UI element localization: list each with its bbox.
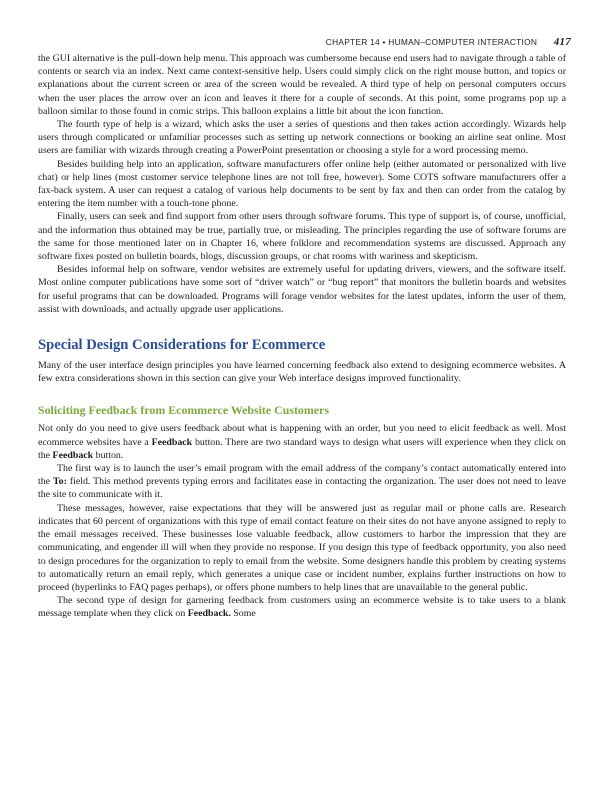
text-run: Not only do you need to give users feedback about what is happening with an order, but you need to elicit feedback as well. Most ecommerce websites have a — [38, 423, 566, 448]
page-number: 417 — [553, 36, 571, 48]
text-run: Some — [230, 608, 256, 620]
text-run: button. — [93, 449, 124, 461]
chapter-title: CHAPTER 14 • HUMAN–COMPUTER INTERACTION — [325, 37, 538, 47]
running-head — [38, 36, 571, 48]
text-run: button. There are two standard ways to design what users will experience when they click on the — [38, 436, 566, 461]
paragraph-software-forums: Finally, users can seek and find support from other users through software forums. This type of support is, of course, unofficial, and the information thus obtained may be true, partially true, or misleading. The principles regarding the use of software forums are the same for those mentioned later on in Chapter 16, where folklore and recommendation systems are discussed. Approach any software fixes posted on bulletin boards, blogs, discussion groups, or chat rooms with wariness and skepticism. — [38, 211, 566, 263]
paragraph-vendor-websites: Besides informal help on software, vendor websites are extremely useful for updating drivers, viewers, and the software itself. Most online computer publications have some sort of “driver watch” or “bug report” that monitors the bulletin boards and websites for useful programs that can be downloaded. Programs will forage vendor websites for the latest updates, inform the user of them, assist with downloads, and actually upgrade user applications. — [38, 264, 566, 315]
text-run: field. This method prevents typing errors and facilitates ease in contacting the organization. The user does not need to leave the site to communicate with it. — [38, 476, 566, 501]
paragraph-online-help: Besides building help into an application, software manufacturers offer online help (either automated or personalized with live chat) or help lines (most customer service telephone lines are not toll free, however). Some COTS software manufacturers offer a fax-back system. A user can request a catalog of various help documents to be sent by fax and then can order from the catalog by entering the item number with a touch-tone phone. — [38, 158, 566, 210]
paragraph-message-template — [38, 594, 566, 620]
section-heading: Special Design Considerations for Ecommerce — [38, 337, 326, 354]
paragraph-help-menu: the GUI alternative is the pull-down help menu. This approach was cumbersome because end users had to navigate through a table of contents or search via an index. Next came context-sensitive help. Users could simply click on the right mouse button, and topics or explanations about the current screen or area of the screen would be revealed. A third type of help on personal computers occurs when the user places the arrow over an icon and leaves it there for a couple of seconds. At this point, some programs pop up a balloon similar to those found in comic strips. This balloon explains a little bit about the icon function. — [38, 53, 566, 117]
text-run: The second type of design for garnering feedback from customers using an ecommerce website is to take users to a blank message template when they click on — [38, 595, 566, 620]
page-body — [38, 52, 566, 621]
text-run: The first way is to launch the user’s email program with the email address of the company’s contact automatically entered into the — [38, 463, 566, 488]
bold-term-to-field: To: — [52, 476, 67, 488]
paragraph-expectations: These messages, however, raise expectations that they will be answered just as regular mail or phone calls are. Research indicates that 60 percent of organizations with this type of email contact feature on their sites do not have anyone assigned to reply to the email messages received. These businesses lose valuable feedback, allow customers to harbor the impression that they are communicating, and engender ill will when they provide no response. If you design this type of feedback opportunity, you also need to design procedures for the organization to reply to email from the website. Some designers handle this problem by creating systems to automatically return an email reply, which generates a unique case or incident number, explains further instructions on how to proceed (hyperlinks to FAQ pages perhaps), or offers phone numbers to help lines that are unavailable to the general public. — [38, 502, 566, 593]
paragraph-feedback-intro — [38, 422, 566, 462]
paragraph-wizard: The fourth type of help is a wizard, which asks the user a series of questions and then takes action accordingly. Wizards help users through complicated or unfamiliar processes such as setting up network connections or booking an airline seat online. Most users are familiar with wizards through creating a PowerPoint presentation or choosing a style for a word processing memo. — [38, 119, 566, 157]
bold-term-feedback: Feedback — [151, 436, 193, 448]
paragraph-email-program — [38, 462, 566, 502]
bold-term-feedback: Feedback — [52, 449, 94, 461]
paragraph-ecommerce-intro: Many of the user interface design principles you have learned concerning feedback also extend to designing ecommerce websites. A few extra considerations shown in this section can give your Web interface designs improved functionality. — [38, 360, 566, 385]
subsection-heading: Soliciting Feedback from Ecommerce Website Customers — [38, 403, 329, 418]
bold-term-feedback: Feedback. — [187, 608, 231, 620]
